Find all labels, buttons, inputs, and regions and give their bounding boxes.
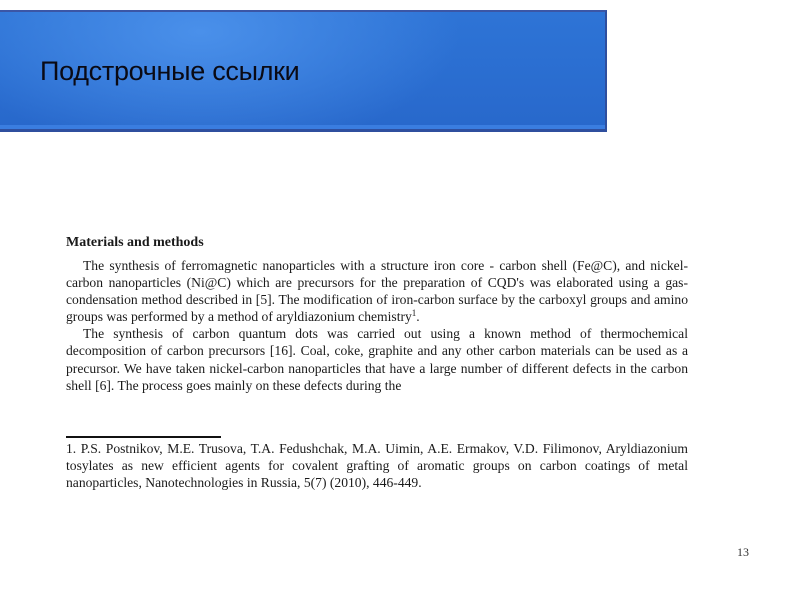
paragraph-1-text: The synthesis of ferromagnetic nanoparticles with a structure iron core - carbon shell (Fe@C), and nickel-carbon nanoparticles (Ni@C) which are precursors for the preparation of CQD's was elaborated using a gas-condensation method described in [5]. The modification of iron-carbon surface by the carboxyl groups and amino groups was performed by a method of aryldiazonium chemistry [66,258,688,325]
paragraph-2-text: The synthesis of carbon quantum dots was carried out using a known method of thermochemical decomposition of carbon precursors [16]. Coal, coke, graphite and any other carbon materials can be used as a precursor. We have taken nickel-carbon nanoparticles that have a large number of different defects in the carbon shell [6]. The process goes mainly on these defects during the [66,326,688,393]
footnote-reference: 1 [411,308,417,319]
title-banner [0,10,607,132]
paragraph-1 [66,257,688,325]
section-heading: Materials and methods [66,235,204,250]
footnote-separator [66,436,221,438]
document-excerpt [66,234,688,394]
footnote: 1. P.S. Postnikov, M.E. Trusova, T.A. Fedushchak, M.A. Uimin, A.E. Ermakov, V.D. Filimonov, Aryldiazonium tosylates as new efficient agents for covalent grafting of aromatic groups on carbon coatings of metal nanoparticles, Nanotechnologies in Russia, 5(7) (2010), 446-449. [66,441,688,491]
paragraph-2 [66,325,688,393]
page-number: 13 [737,545,749,559]
paragraph-1-end: . [416,309,420,325]
slide-title: Подстрочные ссылки [40,56,300,86]
